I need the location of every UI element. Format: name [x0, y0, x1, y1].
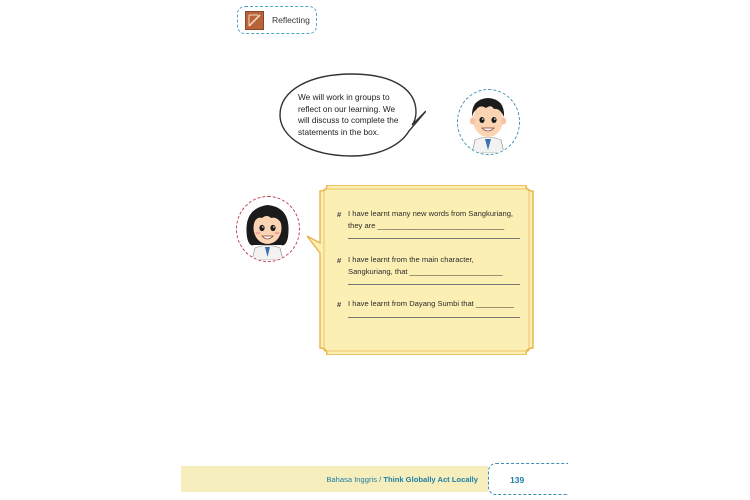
footer-text [326, 475, 478, 484]
answer-line[interactable] [348, 284, 520, 285]
statement-bullet: # [337, 210, 342, 219]
footer-band [181, 466, 488, 492]
statement-item-2 [348, 254, 503, 278]
page-number-box [488, 463, 568, 495]
statement-line: they are ______________________________ [348, 221, 505, 230]
statement-line: I have learnt from the main character, [348, 255, 474, 264]
footer-subject: Bahasa Inggris / [326, 475, 384, 484]
speech-line: We will work in groups to [298, 92, 390, 102]
girl-avatar-icon [236, 196, 300, 262]
footer-book-title: Think Globally Act Locally [383, 475, 478, 484]
section-tag [237, 6, 317, 34]
statement-item-1 [348, 208, 513, 232]
answer-line[interactable] [348, 317, 520, 318]
statement-item-3 [348, 298, 514, 310]
statement-bullet: # [337, 256, 342, 265]
page-number: 139 [510, 475, 525, 485]
speech-line: will discuss to complete the [298, 115, 399, 125]
answer-line[interactable] [348, 238, 520, 239]
pencil-square-icon [245, 11, 264, 30]
statement-bullet: # [337, 300, 342, 309]
section-title: Reflecting [272, 15, 310, 25]
speech-bubble-text [298, 92, 416, 138]
speech-line: reflect on our learning. We [298, 103, 396, 114]
statement-line: I have learnt from Dayang Sumbi that _________ [348, 299, 514, 308]
boy-avatar-icon [457, 89, 520, 155]
statement-line: Sangkuriang, that ______________________ [348, 267, 503, 276]
speech-line: statements in the box. [298, 126, 380, 137]
statement-line: I have learnt many new words from Sangkuriang, [348, 209, 514, 218]
